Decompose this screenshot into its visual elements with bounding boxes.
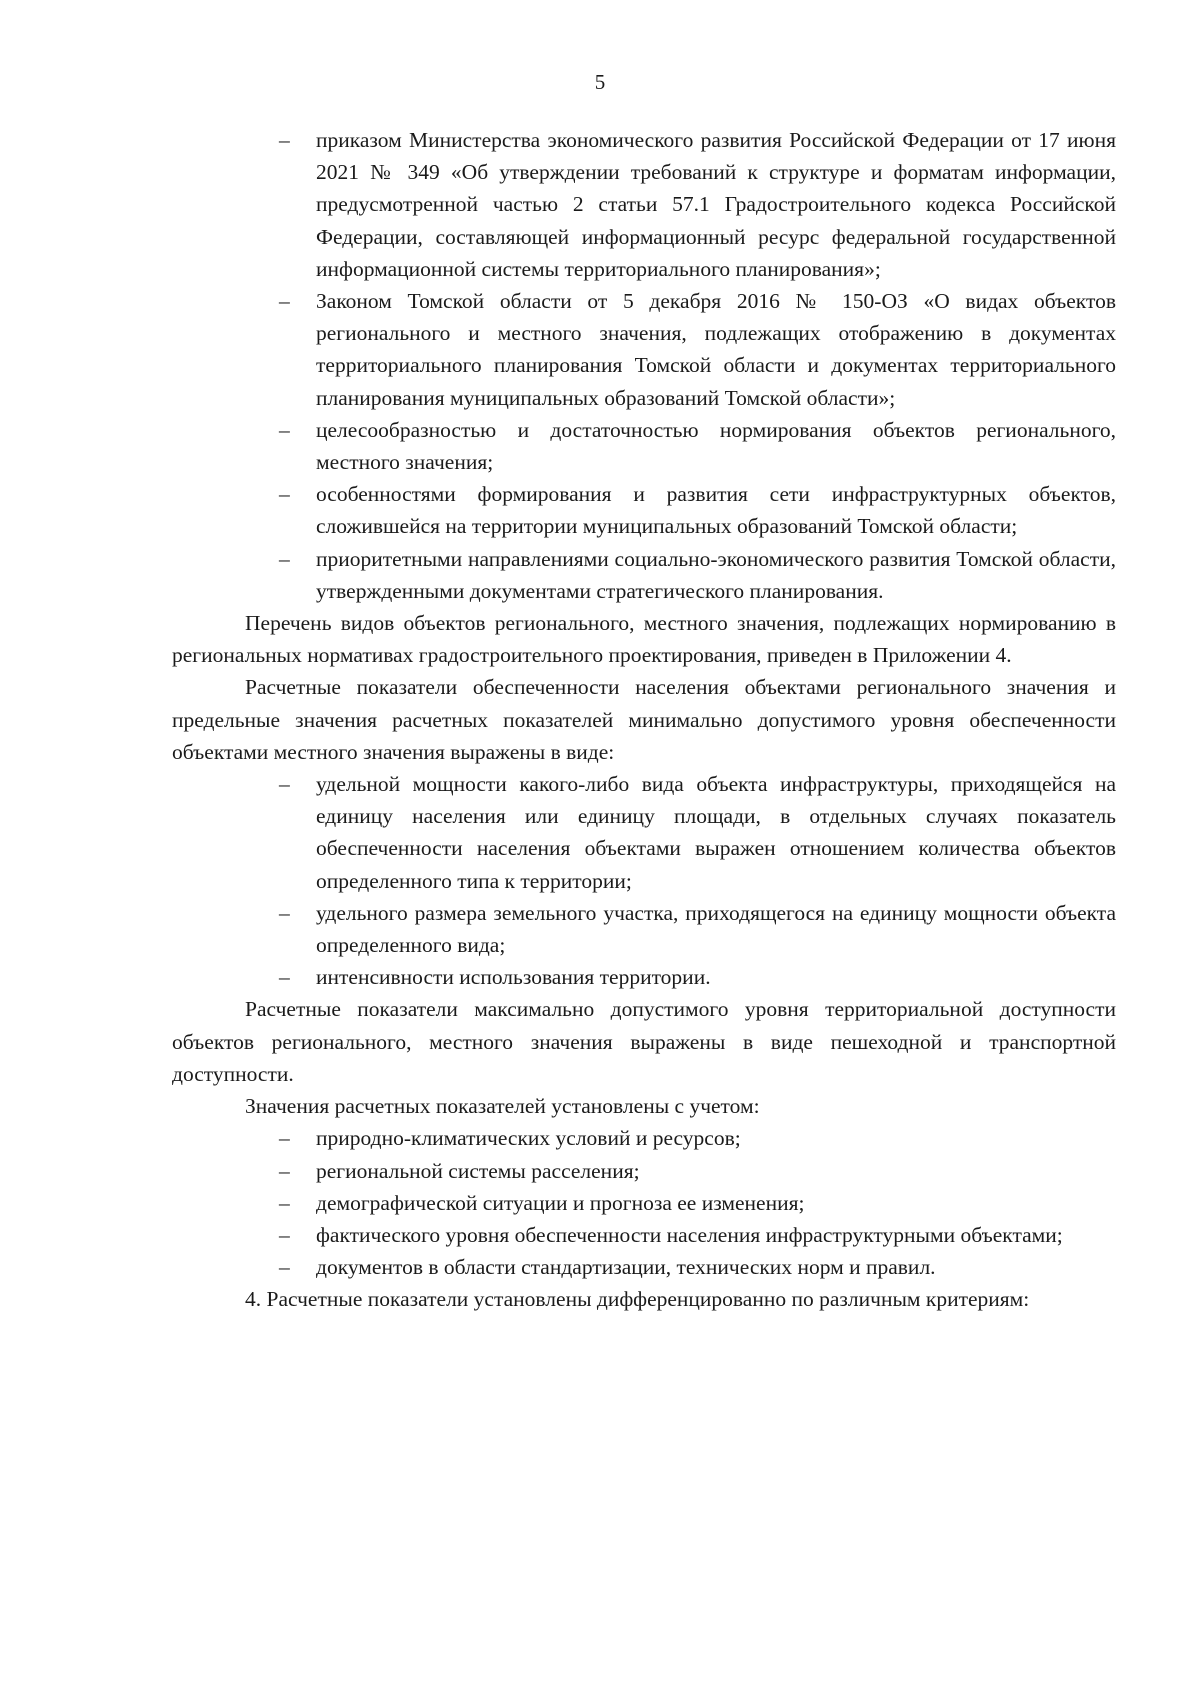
dash-bullet-icon: – (279, 128, 290, 152)
list-item-text: демографической ситуации и прогноза ее изменения; (316, 1190, 805, 1215)
dash-bullet-icon: – (279, 1190, 290, 1215)
dash-bullet-icon: – (279, 546, 290, 571)
list-item (172, 414, 1116, 478)
dash-bullet-icon: – (279, 417, 290, 442)
dash-bullet-icon: – (279, 772, 290, 797)
list-item-text: удельной мощности какого-либо вида объекта инфраструктуры, приходящейся на единицу населения или единицу площади, в отдельных случаях показатель обеспеченности населения объектами выражен отношением количества объектов определенного типа к территории; (316, 772, 1116, 893)
list-item (172, 543, 1116, 607)
dash-bullet-icon: – (279, 965, 290, 990)
list-item (172, 1251, 1116, 1283)
dash-bullet-icon: – (279, 1222, 290, 1247)
list-item-text: приказом Министерства экономического развития Российской Федерации от 17 июня 2021 № 349 «Об утверждении требований к структуре и форматам информации, предусмотренной частью 2 статьи 57.1 Градостроительного кодекса Российской Федерации, составляющей информационный ресурс федеральной государственной информационной системы территориального планирования»; (316, 128, 1116, 281)
bullet-list-indicator-forms (172, 768, 1116, 993)
list-item-text: особенностями формирования и развития сети инфраструктурных объектов, сложившейся на территории муниципальных образований Томской области; (316, 482, 1116, 539)
paragraph-accessibility: Расчетные показатели максимально допустимого уровня территориальной доступности объектов регионального, местного значения выражены в виде пешеходной и транспортной доступности. (172, 997, 1116, 1086)
dash-bullet-icon: – (279, 1255, 290, 1280)
paragraph-indicators-forms: Расчетные показатели обеспеченности населения объектами регионального значения и предельные значения расчетных показателей минимально допустимого уровня обеспеченности объектами местного значения выражены в виде: (172, 675, 1116, 764)
list-item (172, 1122, 1116, 1154)
dash-bullet-icon: – (279, 482, 290, 507)
list-item-text: документов в области стандартизации, технических норм и правил. (316, 1255, 936, 1280)
bullet-list-factors (172, 1122, 1116, 1283)
dash-bullet-icon: – (279, 1158, 290, 1183)
dash-bullet-icon: – (279, 900, 290, 925)
list-item (172, 1155, 1116, 1187)
list-item-text: фактического уровня обеспеченности населения инфраструктурными объектами; (316, 1222, 1063, 1247)
list-item-text: целесообразностью и достаточностью нормирования объектов регионального, местного значения; (316, 417, 1116, 475)
list-item-text: региональной системы расселения; (316, 1158, 640, 1183)
list-item (172, 124, 1116, 285)
list-item-text: приоритетными направлениями социально-экономического развития Томской области, утвержденными документами стратегического планирования. (316, 546, 1116, 603)
list-item-text: удельного размера земельного участка, приходящегося на единицу мощности объекта определенного вида; (316, 900, 1116, 958)
list-item (172, 897, 1116, 961)
list-item (172, 1219, 1116, 1251)
paragraph-values-basis: Значения расчетных показателей установлены с учетом: (245, 1094, 760, 1119)
list-item (172, 768, 1116, 897)
page-content (172, 124, 1116, 1316)
list-item (172, 285, 1116, 414)
dash-bullet-icon: – (279, 289, 290, 314)
list-item-text: интенсивности использования территории. (316, 965, 711, 990)
list-item (172, 961, 1116, 993)
bullet-list-sources (172, 124, 1116, 607)
page-number: 5 (594, 70, 606, 94)
list-item-text: природно-климатических условий и ресурсов; (316, 1126, 741, 1151)
paragraph-appendix-reference: Перечень видов объектов регионального, местного значения, подлежащих нормированию в региональных нормативах градостроительного проектирования, приведен в Приложении 4. (172, 611, 1116, 668)
dash-bullet-icon: – (279, 1126, 290, 1151)
list-item (172, 478, 1116, 542)
paragraph-criteria: 4. Расчетные показатели установлены дифференцированно по различным критериям: (245, 1287, 1030, 1312)
list-item-text: Законом Томской области от 5 декабря 2016 № 150-ОЗ «О видах объектов регионального и местного значения, подлежащих отображению в документах территориального планирования Томской области и документах территориального планирования муниципальных образований Томской области»; (316, 289, 1116, 410)
list-item (172, 1187, 1116, 1219)
